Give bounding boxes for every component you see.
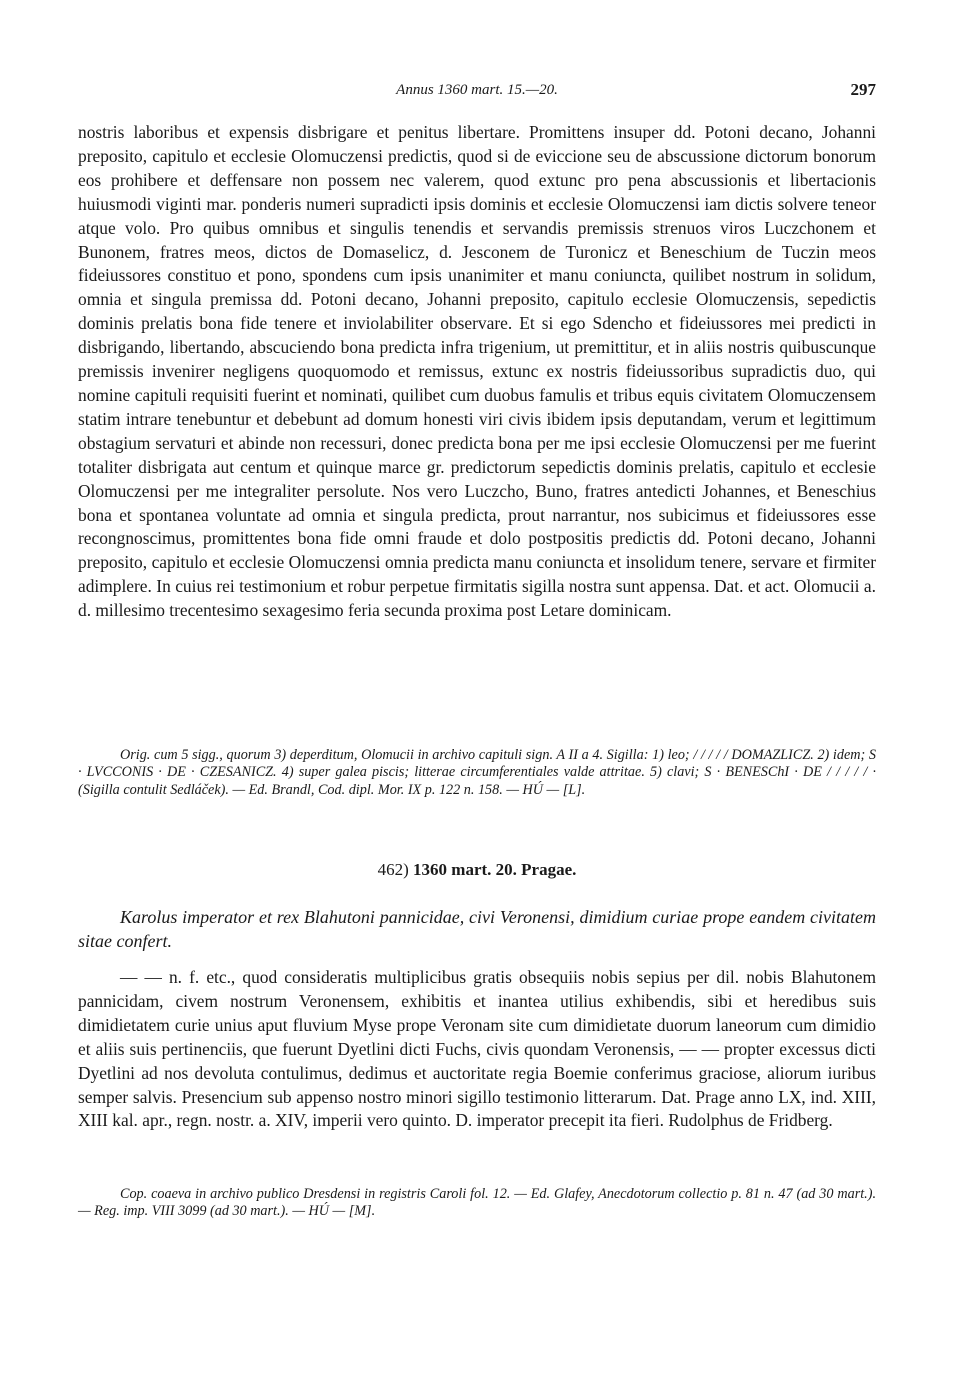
document-number: 462) (377, 860, 409, 879)
main-text-block-2 (78, 966, 876, 1133)
regest-text: Karolus imperator et rex Blahutoni pannicidae, civi Veronensi, dimidium curiae prope eandem civitatem sitae confert. (78, 907, 876, 951)
main-text-block (78, 121, 876, 623)
editorial-note-2 (78, 1186, 876, 1221)
document-heading (78, 860, 876, 880)
editorial-note-1 (78, 747, 876, 799)
document-date-place: 1360 mart. 20. Pragae. (413, 860, 577, 879)
regest-block (78, 905, 876, 953)
page-number: 297 (850, 80, 876, 99)
running-title: Annus 1360 mart. 15.—20. (396, 82, 558, 98)
running-header (78, 80, 876, 104)
main-paragraph: nostris laboribus et expensis disbrigare et penitus libertare. Promittens insuper dd. Potoni decano, Johanni preposito, capitulo et ecclesie Olomuczensi predictis, quod si de eviccione seu de abscussione dictorum bonorum eos prohibere et deffensare non possem nec valerem, quod extunc pro pena abscussionis et libertacionis huiusmodi viginti mar. ponderis numeri supradicti ipsis dominis et ecclesie Olomuczensi iam dictis solvere teneor atque volo. Pro quibus omnibus et singulis tenendis et servandis premissis strenuos viros Luczchonem et Bunonem, fratres meos, dictos de Domaselicz, d. Jesconem de Turonicz et Beneschium de Tuczin meos fideiussores constituo et pono, spondens cum ipsis unanimiter et manu coniuncta, quilibet nostrum in solidum, omnia et singula premissa dd. Potoni decano, Johanni preposito, capitulo ecclesie Olomuczensis, sepedictis dominis prelatis bona fide tenere et inviolabiliter observare. Et si ego Sdencho et fideiussores mei predicti in disbrigando, libertando, abscuciendo bona predicta infra trigenium, ut premittitur, et in aliis nostris quibuscunque premissis invenirer negligens quoquomodo et remissus, extunc ex nostris fideiussoribus supradictis duo, qui nomine capituli requisiti fuerint et nominati, quilibet cum duobus famulis et tribus equis civitatem Olomuczensem statim intrare tenebuntur et debebunt ad domum honesti viri civis ibidem ipsis deputandam, verum et legittimum obstagium servaturi et abinde non recessuri, donec predicta bona per me ipsi ecclesie Olomuczensi per me fuerint totaliter disbrigata aut centum et quinque marce gr. predictorum sepedictis dominis prelatis, capitulo et ecclesie Olomuczensi per me integraliter persolute. Nos vero Luczcho, Buno, fratres antedicti Johannes, et Beneschius bona et spontanea voluntate ad omnia et singula predicta, prout narrantur, nos subicimus et fideiussores esse recongnoscimus, promittentes bona fide omni fraude et dolo postpositis predictis dd. Potoni decano, Johanni preposito, capitulo et ecclesie Olomuczensi omnia predicta manu coniuncta et insolidum tenere, servare et firmiter adimplere. In cuius rei testimonium et robur perpetue firmitatis sigilla nostra sunt appensa. Dat. et act. Olomucii a. d. millesimo trecentesimo sexagesimo feria secunda proxima post Letare dominicam. (78, 122, 876, 621)
main-paragraph-2: — — n. f. etc., quod consideratis multiplicibus gratis obsequiis nobis sepius per dil. nobis Blahutonem pannicidam, civem nostrum Veronensem, exhibitis et inantea utilius exhibendis, sibi et heredibus suis dimidietatem curie unius aput fluvium Myse prope Veronam site cum dimidietate duorum laneorum cum dimidio et aliis suis pertinenciis, que fuerunt Dyetlini dicti Fuchs, civis quondam Veronensis, — — propter excessus dicti Dyetlini ad nos devoluta contulimus, dedimus et auctoritate regia Boemie conferimus graciose, aliorum iuribus semper salvis. Presencium sub appenso nostro minori sigillo testimonio litterarum. Dat. Prage anno LX, ind. XIII, XIII kal. apr., regn. nostr. a. XIV, imperii vero quinto. D. imperator precepit ita fieri. Rudolphus de Fridberg. (78, 967, 876, 1131)
note-paragraph-2: Cop. coaeva in archivo publico Dresdensi in registris Caroli fol. 12. — Ed. Glafey, Anecdotorum collectio p. 81 n. 47 (ad 30 mart.). — Reg. imp. VIII 3099 (ad 30 mart.). — HÚ — [M]. (78, 1186, 876, 1220)
note-paragraph: Orig. cum 5 sigg., quorum 3) deperditum, Olomucii in archivo capituli sign. A II a 4. Sigilla: 1) leo; / / / / / DOMAZLICZ. 2) idem; S · LVCCONIS · DE · CZESANICZ. 4) super galea piscis; litterae circumferentiales valde attritae. 5) clavi; S · BENESChI · DE / / / / / · (Sigilla contulit Sedláček). — Ed. Brandl, Cod. dipl. Mor. IX p. 122 n. 158. — HÚ — [L]. (78, 747, 876, 798)
